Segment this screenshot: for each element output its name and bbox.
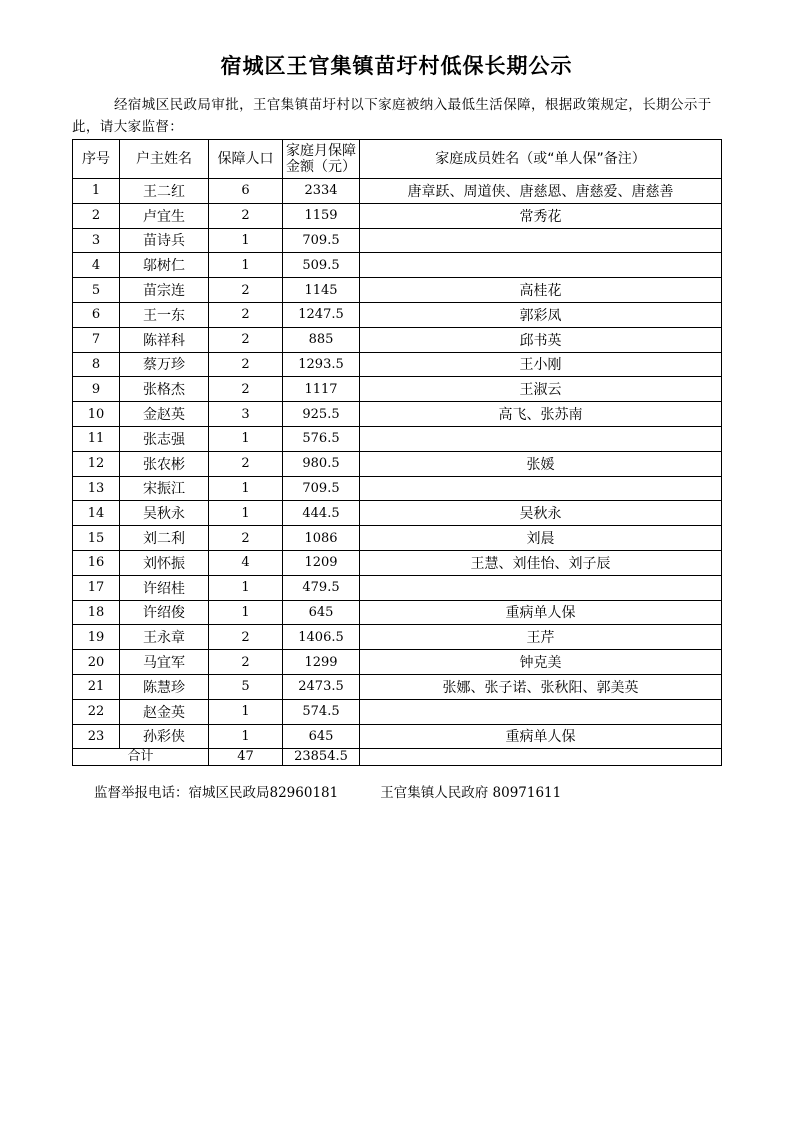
cell-head-name: 王一东 bbox=[120, 302, 209, 327]
cell-head-name: 赵金英 bbox=[120, 699, 209, 724]
table-row bbox=[73, 451, 722, 476]
cell-no: 21 bbox=[73, 674, 120, 699]
cell-head-name: 许绍桂 bbox=[120, 575, 209, 600]
cell-head-name: 宋振江 bbox=[120, 476, 209, 501]
cell-head-name: 邬树仁 bbox=[120, 253, 209, 278]
cell-head-name: 苗诗兵 bbox=[120, 228, 209, 253]
cell-people: 1 bbox=[209, 575, 283, 600]
cell-people: 2 bbox=[209, 352, 283, 377]
cell-members: 唐章跃、周道侠、唐慈恩、唐慈爱、唐慈善 bbox=[360, 179, 722, 204]
civil-affairs-hotline: 宿城区民政局82960181 bbox=[188, 785, 339, 801]
table-row bbox=[73, 426, 722, 451]
cell-members: 刘晨 bbox=[360, 526, 722, 551]
table-row bbox=[73, 302, 722, 327]
header-people: 保障人口 bbox=[209, 140, 283, 179]
cell-amount: 1209 bbox=[283, 550, 360, 575]
table-row bbox=[73, 674, 722, 699]
cell-amount: 885 bbox=[283, 327, 360, 352]
cell-no: 5 bbox=[73, 278, 120, 303]
town-government-hotline: 王官集镇人民政府 80971611 bbox=[380, 785, 562, 801]
cell-amount: 1145 bbox=[283, 278, 360, 303]
total-members-blank bbox=[360, 749, 722, 766]
cell-amount: 2334 bbox=[283, 179, 360, 204]
hotline-label: 监督举报电话： bbox=[94, 785, 189, 801]
cell-people: 2 bbox=[209, 377, 283, 402]
cell-head-name: 苗宗连 bbox=[120, 278, 209, 303]
cell-people: 2 bbox=[209, 526, 283, 551]
cell-people: 6 bbox=[209, 179, 283, 204]
cell-members: 王淑云 bbox=[360, 377, 722, 402]
cell-no: 6 bbox=[73, 302, 120, 327]
cell-people: 1 bbox=[209, 501, 283, 526]
cell-amount: 1293.5 bbox=[283, 352, 360, 377]
table-row bbox=[73, 377, 722, 402]
cell-no: 14 bbox=[73, 501, 120, 526]
table-row bbox=[73, 327, 722, 352]
subsidy-table bbox=[72, 139, 722, 766]
table-row bbox=[73, 526, 722, 551]
cell-head-name: 王永章 bbox=[120, 625, 209, 650]
cell-amount: 1299 bbox=[283, 650, 360, 675]
cell-no: 1 bbox=[73, 179, 120, 204]
cell-people: 2 bbox=[209, 203, 283, 228]
cell-head-name: 陈祥科 bbox=[120, 327, 209, 352]
cell-people: 5 bbox=[209, 674, 283, 699]
table-row bbox=[73, 699, 722, 724]
cell-amount: 1406.5 bbox=[283, 625, 360, 650]
cell-people: 1 bbox=[209, 228, 283, 253]
cell-head-name: 刘怀振 bbox=[120, 550, 209, 575]
intro-paragraph: 经宿城区民政局审批，王官集镇苗圩村以下家庭被纳入最低生活保障，根据政策规定，长期公示于此，请大家监督： bbox=[72, 97, 712, 135]
cell-amount: 709.5 bbox=[283, 228, 360, 253]
cell-members bbox=[360, 426, 722, 451]
cell-members: 王小刚 bbox=[360, 352, 722, 377]
cell-members bbox=[360, 228, 722, 253]
cell-amount: 2473.5 bbox=[283, 674, 360, 699]
cell-people: 2 bbox=[209, 302, 283, 327]
cell-members bbox=[360, 699, 722, 724]
cell-no: 15 bbox=[73, 526, 120, 551]
cell-no: 11 bbox=[73, 426, 120, 451]
cell-amount: 1117 bbox=[283, 377, 360, 402]
cell-no: 2 bbox=[73, 203, 120, 228]
cell-people: 1 bbox=[209, 253, 283, 278]
cell-head-name: 王二红 bbox=[120, 179, 209, 204]
cell-amount: 645 bbox=[283, 600, 360, 625]
cell-head-name: 张农彬 bbox=[120, 451, 209, 476]
total-amount: 23854.5 bbox=[283, 749, 360, 766]
cell-amount: 444.5 bbox=[283, 501, 360, 526]
table-row bbox=[73, 203, 722, 228]
table-row bbox=[73, 352, 722, 377]
cell-no: 3 bbox=[73, 228, 120, 253]
table-row bbox=[73, 402, 722, 427]
cell-people: 2 bbox=[209, 327, 283, 352]
header-amount: 家庭月保障金额（元） bbox=[283, 140, 360, 179]
table-body bbox=[73, 179, 722, 766]
cell-head-name: 陈慧珍 bbox=[120, 674, 209, 699]
cell-no: 4 bbox=[73, 253, 120, 278]
header-no: 序号 bbox=[73, 140, 120, 179]
cell-no: 18 bbox=[73, 600, 120, 625]
cell-people: 1 bbox=[209, 699, 283, 724]
cell-no: 10 bbox=[73, 402, 120, 427]
cell-head-name: 孙彩侠 bbox=[120, 724, 209, 749]
cell-people: 2 bbox=[209, 451, 283, 476]
table-row bbox=[73, 600, 722, 625]
cell-people: 3 bbox=[209, 402, 283, 427]
table-row bbox=[73, 650, 722, 675]
table-row bbox=[73, 253, 722, 278]
cell-no: 23 bbox=[73, 724, 120, 749]
table-header-row bbox=[73, 140, 722, 179]
cell-members: 重病单人保 bbox=[360, 600, 722, 625]
header-head-name: 户主姓名 bbox=[120, 140, 209, 179]
table-row bbox=[73, 625, 722, 650]
cell-no: 12 bbox=[73, 451, 120, 476]
table-row bbox=[73, 179, 722, 204]
cell-amount: 509.5 bbox=[283, 253, 360, 278]
cell-people: 1 bbox=[209, 426, 283, 451]
cell-amount: 925.5 bbox=[283, 402, 360, 427]
cell-members: 吴秋永 bbox=[360, 501, 722, 526]
cell-head-name: 张格杰 bbox=[120, 377, 209, 402]
cell-people: 2 bbox=[209, 278, 283, 303]
table-row bbox=[73, 550, 722, 575]
cell-no: 16 bbox=[73, 550, 120, 575]
cell-members: 张娜、张子诺、张秋阳、郭美英 bbox=[360, 674, 722, 699]
table-row bbox=[73, 228, 722, 253]
cell-members: 高桂花 bbox=[360, 278, 722, 303]
cell-members: 邱书英 bbox=[360, 327, 722, 352]
cell-members: 高飞、张苏南 bbox=[360, 402, 722, 427]
cell-people: 2 bbox=[209, 650, 283, 675]
cell-members: 王慧、刘佳怡、刘子辰 bbox=[360, 550, 722, 575]
table-row bbox=[73, 476, 722, 501]
cell-amount: 1247.5 bbox=[283, 302, 360, 327]
cell-head-name: 卢宜生 bbox=[120, 203, 209, 228]
cell-head-name: 金赵英 bbox=[120, 402, 209, 427]
cell-head-name: 许绍俊 bbox=[120, 600, 209, 625]
cell-people: 2 bbox=[209, 625, 283, 650]
footer bbox=[94, 781, 734, 801]
cell-members: 钟克美 bbox=[360, 650, 722, 675]
cell-people: 1 bbox=[209, 724, 283, 749]
cell-amount: 980.5 bbox=[283, 451, 360, 476]
cell-head-name: 刘二利 bbox=[120, 526, 209, 551]
cell-amount: 709.5 bbox=[283, 476, 360, 501]
cell-members bbox=[360, 253, 722, 278]
cell-amount: 645 bbox=[283, 724, 360, 749]
cell-people: 4 bbox=[209, 550, 283, 575]
cell-members: 重病单人保 bbox=[360, 724, 722, 749]
table-row bbox=[73, 575, 722, 600]
cell-members: 常秀花 bbox=[360, 203, 722, 228]
table-row bbox=[73, 501, 722, 526]
cell-members bbox=[360, 476, 722, 501]
total-people: 47 bbox=[209, 749, 283, 766]
cell-no: 13 bbox=[73, 476, 120, 501]
cell-head-name: 吴秋永 bbox=[120, 501, 209, 526]
table-row bbox=[73, 278, 722, 303]
cell-head-name: 张志强 bbox=[120, 426, 209, 451]
cell-amount: 574.5 bbox=[283, 699, 360, 724]
page-title: 宿城区王官集镇苗圩村低保长期公示 bbox=[220, 53, 573, 78]
cell-members bbox=[360, 575, 722, 600]
cell-no: 22 bbox=[73, 699, 120, 724]
cell-amount: 576.5 bbox=[283, 426, 360, 451]
cell-members: 王芹 bbox=[360, 625, 722, 650]
cell-no: 7 bbox=[73, 327, 120, 352]
cell-people: 1 bbox=[209, 600, 283, 625]
cell-head-name: 马宜军 bbox=[120, 650, 209, 675]
cell-no: 19 bbox=[73, 625, 120, 650]
header-members: 家庭成员姓名（或“单人保”备注） bbox=[360, 140, 722, 179]
cell-no: 9 bbox=[73, 377, 120, 402]
cell-amount: 479.5 bbox=[283, 575, 360, 600]
table-row bbox=[73, 724, 722, 749]
cell-no: 20 bbox=[73, 650, 120, 675]
cell-no: 17 bbox=[73, 575, 120, 600]
cell-members: 郭彩凤 bbox=[360, 302, 722, 327]
total-label: 合计 bbox=[73, 749, 209, 766]
cell-head-name: 蔡万珍 bbox=[120, 352, 209, 377]
cell-amount: 1159 bbox=[283, 203, 360, 228]
cell-people: 1 bbox=[209, 476, 283, 501]
cell-no: 8 bbox=[73, 352, 120, 377]
cell-amount: 1086 bbox=[283, 526, 360, 551]
cell-members: 张媛 bbox=[360, 451, 722, 476]
total-row bbox=[73, 749, 722, 766]
